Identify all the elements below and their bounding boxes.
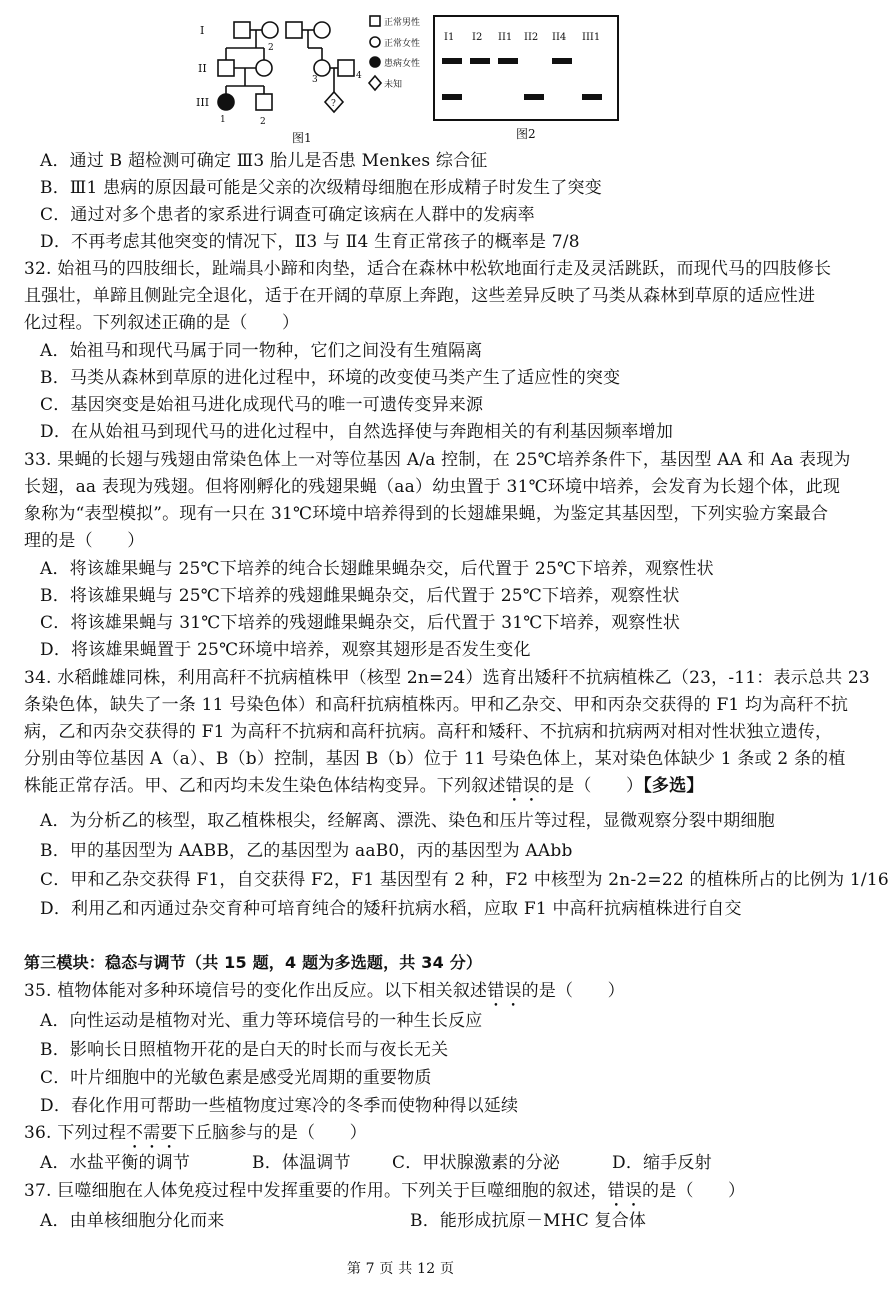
q33-option-c: C．将该雄果蝇与 31℃下培养的残翅雌果蝇杂交，后代置于 31℃下培养，观察性状 [40, 613, 681, 633]
q32-option-b: B．马类从森林到草原的进化过程中，环境的改变使马类产生了适应性的突变 [40, 368, 621, 388]
q32-stem-line: 且强壮，单蹄且侧趾完全退化，适于在开阔的草原上奔跑，这些差异反映了马类从森林到草原的适应性进 [24, 286, 816, 306]
q33-stem-line: 理的是（ ） [24, 531, 145, 551]
q34-stem-last [24, 775, 704, 806]
q36-option-a: A．水盐平衡的调节 [40, 1153, 191, 1173]
q36-option-b: B．体温调节 [252, 1153, 351, 1173]
q33-stem-line: 33. 果蝇的长翅与残翅由常染色体上一对等位基因 A/a 控制，在 25℃培养条件下，基因型 AA 和 Aa 表现为 [24, 450, 851, 470]
pedigree-num: 2 [268, 43, 274, 53]
q34-stem-line: 条染色体，缺失了一条 11 号染色体）和高秆抗病植株丙。甲和乙杂交、甲和丙杂交获得的 F1 均为高秆不抗 [24, 695, 849, 715]
q32-option-c: C．基因突变是始祖马进化成现代马的唯一可遗传变异来源 [40, 395, 484, 415]
pedigree-num: 2 [260, 117, 266, 127]
pedigree-unknown-mark: ? [331, 99, 336, 109]
gel-band [552, 58, 572, 64]
pedigree-num: 1 [220, 115, 226, 125]
q34-stem-emphasis: 错误 [505, 776, 541, 796]
pedigree-III1 [218, 94, 234, 110]
figure2-caption: 图2 [516, 127, 536, 141]
q35-stem-text: 35. 植物体能对多种环境信号的变化作出反应。以下相关叙述 [24, 981, 488, 1001]
q32-stem-line: 化过程。下列叙述正确的是（ ） [24, 313, 300, 333]
q34-option-a: A．为分析乙的核型，取乙植株根尖，经解离、漂洗、染色和压片等过程，显微观察分裂中期细胞 [40, 811, 775, 831]
q37-stem-text: 的是（ ） [642, 1181, 746, 1201]
q37-option-b: B．能形成抗原－MHC 复合体 [410, 1211, 647, 1231]
lane-label: I2 [472, 32, 483, 43]
page-footer: 第 7 页 共 12 页 [346, 1261, 455, 1277]
q35-option-b: B．影响长日照植物开花的是白天的时长而与夜长无关 [40, 1040, 449, 1060]
legend-label: 正常女性 [384, 39, 421, 49]
lane-label: II2 [524, 32, 539, 43]
gel-band [442, 58, 462, 64]
q31-option-c: C．通过对多个患者的家系进行调查可确定该病在人群中的发病率 [40, 205, 535, 225]
q36-option-d: D．缩手反射 [612, 1153, 712, 1173]
q32-stem-line: 32. 始祖马的四肢细长，趾端具小蹄和肉垫，适合在森林中松软地面行走及灵活跳跃，而现代马的四肢修长 [24, 259, 832, 279]
q34-option-b: B．甲的基因型为 AABB，乙的基因型为 aaB0，丙的基因型为 AAbb [40, 841, 573, 861]
q33-stem-line: 象称为“表型模拟”。现有一只在 31℃环境中培养得到的长翅雄果蝇，为鉴定其基因型，下列实验方案最合 [24, 504, 829, 524]
figure1-caption: 图1 [292, 131, 312, 145]
q35-stem-text: 的是（ ） [521, 981, 625, 1001]
pedigree-II3 [314, 60, 330, 76]
q31-option-b: B．Ⅲ1 患病的原因最可能是父亲的次级精母细胞在形成精子时发生了突变 [40, 178, 602, 198]
q36-stem-text: 下丘脑参与的是（ ） [177, 1123, 367, 1143]
q34-stem-line: 分别由等位基因 A（a）、B（b）控制，基因 B（b）位于 11 号染色体上，某对染色体缺少 1 条或 2 条的植 [24, 749, 846, 769]
q37-stem [24, 1180, 745, 1211]
lane-label: III1 [582, 32, 601, 43]
lane-label: I1 [444, 32, 455, 43]
q33-option-b: B．将该雄果蝇与 25℃下培养的残翅雌果蝇杂交，后代置于 25℃下培养，观察性状 [40, 586, 680, 606]
q36-stem-emphasis: 不需要 [126, 1123, 178, 1143]
electrophoresis-figure [432, 14, 622, 142]
legend-label: 正常男性 [384, 18, 421, 28]
pedigree-II2 [256, 60, 272, 76]
q32-option-a: A．始祖马和现代马属于同一物种，它们之间没有生殖隔离 [40, 341, 483, 361]
q34-stem-line: 34. 水稻雌雄同株，利用高秆不抗病植株甲（核型 2n=24）选育出矮秆不抗病植株乙（23，-11：表示总共 23 [24, 668, 870, 688]
gel-band [524, 94, 544, 100]
gen-label-II: II [198, 62, 207, 75]
pedigree-figure [190, 8, 440, 146]
q37-stem-text: 37. 巨噬细胞在人体免疫过程中发挥重要的作用。下列关于巨噬细胞的叙述， [24, 1181, 608, 1201]
q35-option-a: A．向性运动是植物对光、重力等环境信号的一种生长反应 [40, 1011, 483, 1031]
q35-option-c: C．叶片细胞中的光敏色素是感受光周期的重要物质 [40, 1068, 432, 1088]
multi-select-tag: 【多选】 [643, 776, 704, 796]
pedigree-I2 [262, 22, 278, 38]
pedigree-num: 3 [312, 75, 318, 85]
gel-band [582, 94, 602, 100]
gel-band [498, 58, 518, 64]
q34-stem-text: 株能正常存活。甲、乙和丙均未发生染色体结构变异。下列叙述 [24, 776, 506, 796]
gen-label-III: III [196, 96, 210, 109]
q34-option-c: C．甲和乙杂交获得 F1，自交获得 F2，F1 基因型有 2 种，F2 中核型为 2n-2=22 的植株所占的比例为 1/16 [40, 870, 889, 890]
q37-stem-emphasis: 错误 [607, 1181, 643, 1201]
pedigree-II4 [338, 60, 354, 76]
legend-label: 患病女性 [384, 59, 421, 69]
pedigree-III2 [256, 94, 272, 110]
q35-stem-emphasis: 错误 [487, 981, 522, 1001]
module3-heading: 第三模块：稳态与调节（共 15 题，4 题为多选题，共 34 分） [24, 953, 483, 972]
lane-label: II4 [552, 32, 567, 43]
q33-option-d: D．将该雄果蝇置于 25℃环境中培养，观察其翅形是否发生变化 [40, 640, 531, 660]
lane-label: II1 [498, 32, 513, 43]
gel-band [442, 94, 462, 100]
q34-stem-line: 病，乙和丙杂交获得的 F1 为高秆不抗病和高秆抗病。高秆和矮秆、不抗病和抗病两对相对性状独立遗传， [24, 722, 833, 742]
pedigree-I4 [314, 22, 330, 38]
legend-label: 未知 [384, 80, 403, 90]
q31-option-d: D．不再考虑其他突变的情况下，Ⅱ3 与 Ⅱ4 生育正常孩子的概率是 7/8 [40, 232, 580, 252]
q36-stem [24, 1122, 367, 1153]
q37-option-a: A．由单核细胞分化而来 [40, 1211, 225, 1231]
gel-band [470, 58, 490, 64]
q35-stem [24, 980, 625, 1011]
q32-option-d: D．在从始祖马到现代马的进化过程中，自然选择使与奔跑相关的有利基因频率增加 [40, 422, 674, 442]
q31-option-a: A．通过 B 超检测可确定 Ⅲ3 胎儿是否患 Menkes 综合征 [40, 151, 488, 171]
q33-option-a: A．将该雄果蝇与 25℃下培养的纯合长翅雌果蝇杂交，后代置于 25℃下培养，观察性状 [40, 559, 714, 579]
pedigree-num: 4 [356, 71, 362, 81]
q34-stem-text: 的是（ ） [540, 776, 644, 796]
q33-stem-line: 长翅，aa 表现为残翅。但将刚孵化的残翅果蝇（aa）幼虫置于 31℃环境中培养，会发育为长翅个体，此现 [24, 477, 841, 497]
q36-stem-text: 36. 下列过程 [24, 1123, 127, 1143]
q36-option-c: C．甲状腺激素的分泌 [392, 1153, 561, 1173]
pedigree-I1 [234, 22, 250, 38]
pedigree-II1 [218, 60, 234, 76]
gen-label-I: I [200, 24, 205, 37]
pedigree-I3 [286, 22, 302, 38]
q34-option-d: D．利用乙和丙通过杂交育种可培育纯合的矮秆抗病水稻，应取 F1 中高秆抗病植株进行自交 [40, 899, 742, 919]
q35-option-d: D．春化作用可帮助一些植物度过寒冷的冬季而使物种得以延续 [40, 1096, 519, 1116]
